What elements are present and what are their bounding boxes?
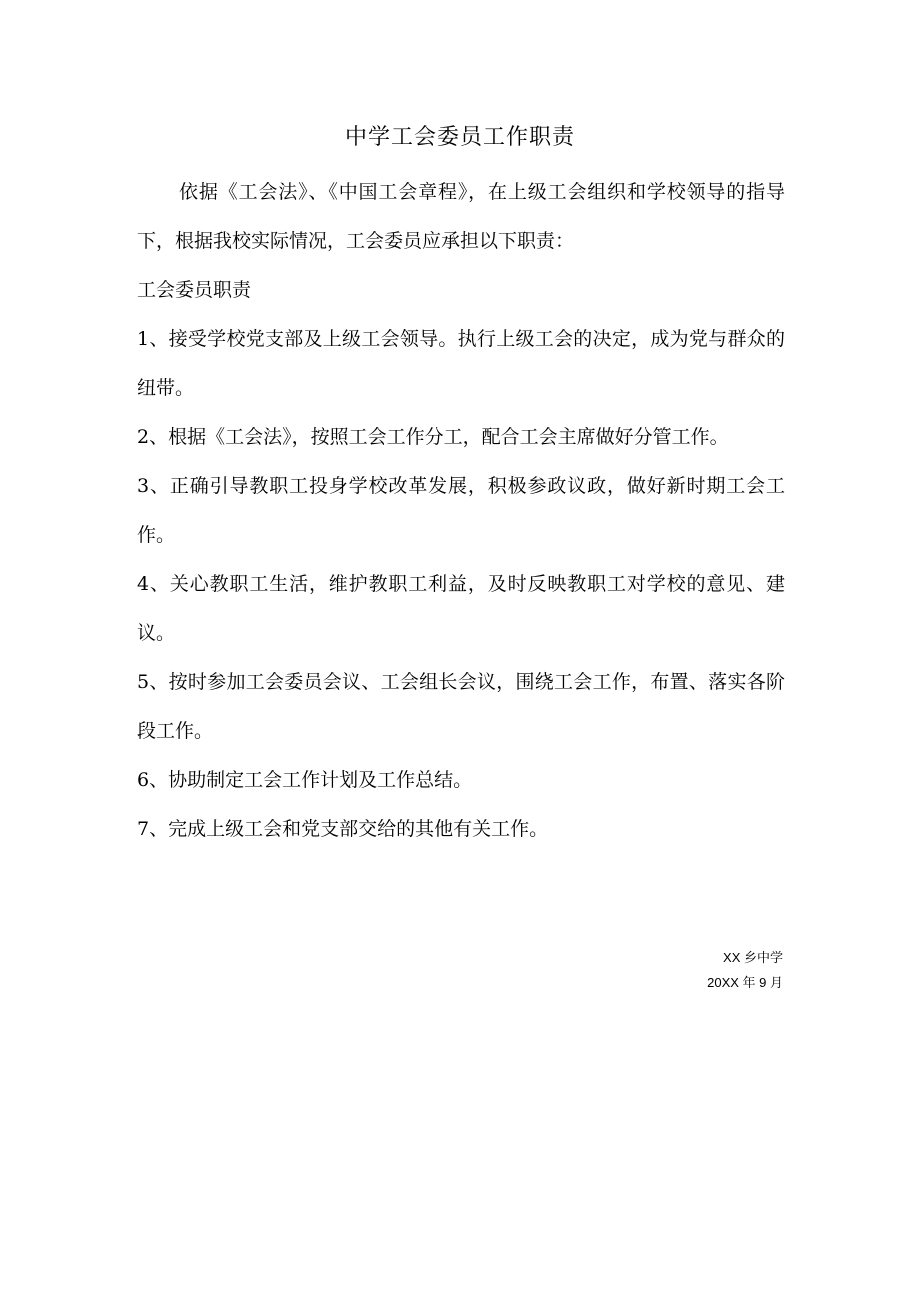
- document-body: [137, 168, 785, 854]
- duty-item-7: 7、完成上级工会和党支部交给的其他有关工作。: [137, 818, 549, 840]
- duty-item-2: 2、根据《工会法》，按照工会工作分工，配合工会主席做好分管工作。: [137, 426, 729, 448]
- intro-paragraph: 依据《工会法》、《中国工会章程》，在上级工会组织和学校领导的指导下，根据我校实际情况，工会委员应承担以下职责：: [137, 181, 785, 252]
- duty-item-5: 5、按时参加工会委员会议、工会组长会议，围绕工会工作，布置、落实各阶段工作。: [137, 671, 785, 742]
- signature-date: 20XX 年 9 月: [707, 975, 783, 990]
- duty-item-6: 6、协助制定工会工作计划及工作总结。: [137, 769, 473, 791]
- signature-school: XX 乡中学: [723, 950, 783, 965]
- page-title: 中学工会委员工作职责: [344, 125, 575, 150]
- duty-item-3: 3、正确引导教职工投身学校改革发展，积极参政议政，做好新时期工会工作。: [137, 475, 785, 546]
- duty-item-1: 1、接受学校党支部及上级工会领导。执行上级工会的决定，成为党与群众的纽带。: [137, 328, 785, 399]
- section-heading: 工会委员职责: [137, 279, 252, 301]
- duty-item-4: 4、关心教职工生活，维护教职工利益，及时反映教职工对学校的意见、建议。: [137, 573, 785, 644]
